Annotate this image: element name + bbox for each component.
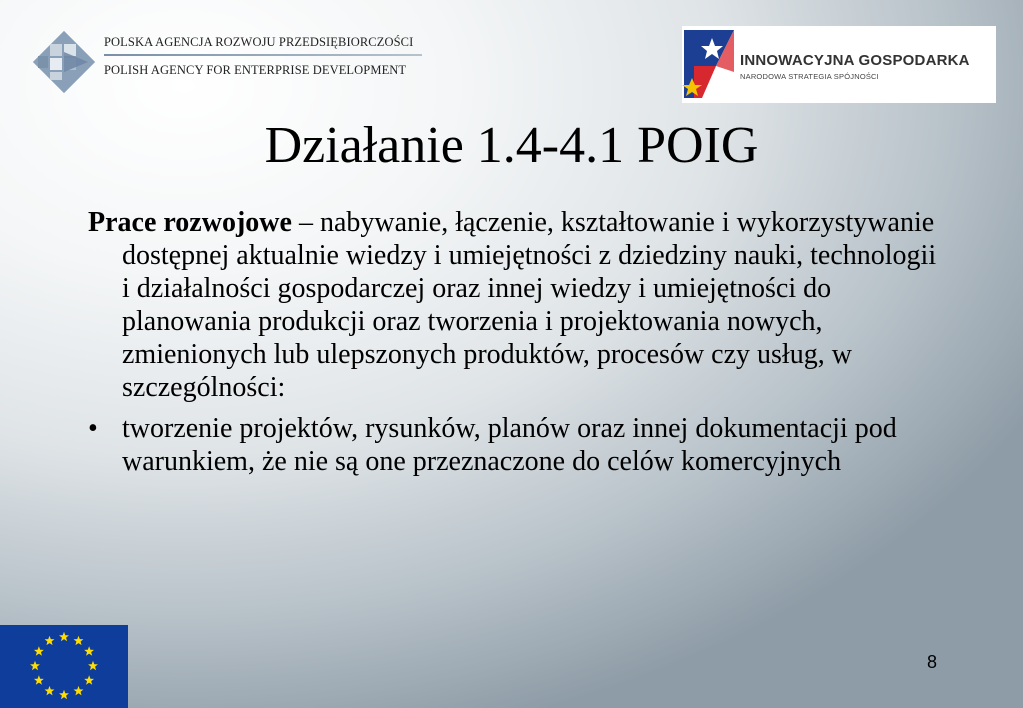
parp-name-polish: POLSKA AGENCJA ROZWOJU PRZEDSIĘBIORCZOŚCI	[104, 35, 414, 49]
innowacyjna-gospodarka-logo	[682, 26, 996, 103]
ig-title: INNOWACYJNA GOSPODARKA	[740, 52, 970, 69]
slide-body	[88, 206, 948, 478]
ig-emblem-icon	[682, 26, 742, 103]
bullet-text: tworzenie projektów, rysunków, planów oraz innej dokumentacji pod warunkiem, że nie są one przeznaczone do celów komercyjnych	[122, 413, 897, 477]
ig-subtitle: NARODOWA STRATEGIA SPÓJNOŚCI	[740, 72, 879, 81]
definition-term: Prace rozwojowe	[88, 207, 292, 238]
parp-divider	[104, 54, 422, 56]
parp-agency-name	[104, 34, 424, 78]
parp-logo-icon	[28, 26, 100, 98]
eu-flag-icon	[0, 625, 128, 708]
page-number: 8	[926, 652, 937, 672]
definition-text: – nabywanie, łączenie, kształtowanie i wykorzystywanie dostępnej aktualnie wiedzy i umiejętności z dziedziny nauki, technologii i działalności gospodarczej oraz innej wiedzy i umiejętności do planowania produkcji oraz tworzenia i projektowania nowych, zmienionych lub ulepszonych produktów, procesów czy usług, w szczególności:	[122, 207, 937, 403]
bullet-icon: •	[88, 413, 98, 444]
definition-paragraph	[88, 206, 948, 404]
slide-title: Działanie 1.4-4.1 POIG	[264, 117, 759, 174]
bullet-item	[88, 412, 948, 478]
parp-name-english: POLISH AGENCY FOR ENTERPRISE DEVELOPMENT	[104, 63, 407, 77]
